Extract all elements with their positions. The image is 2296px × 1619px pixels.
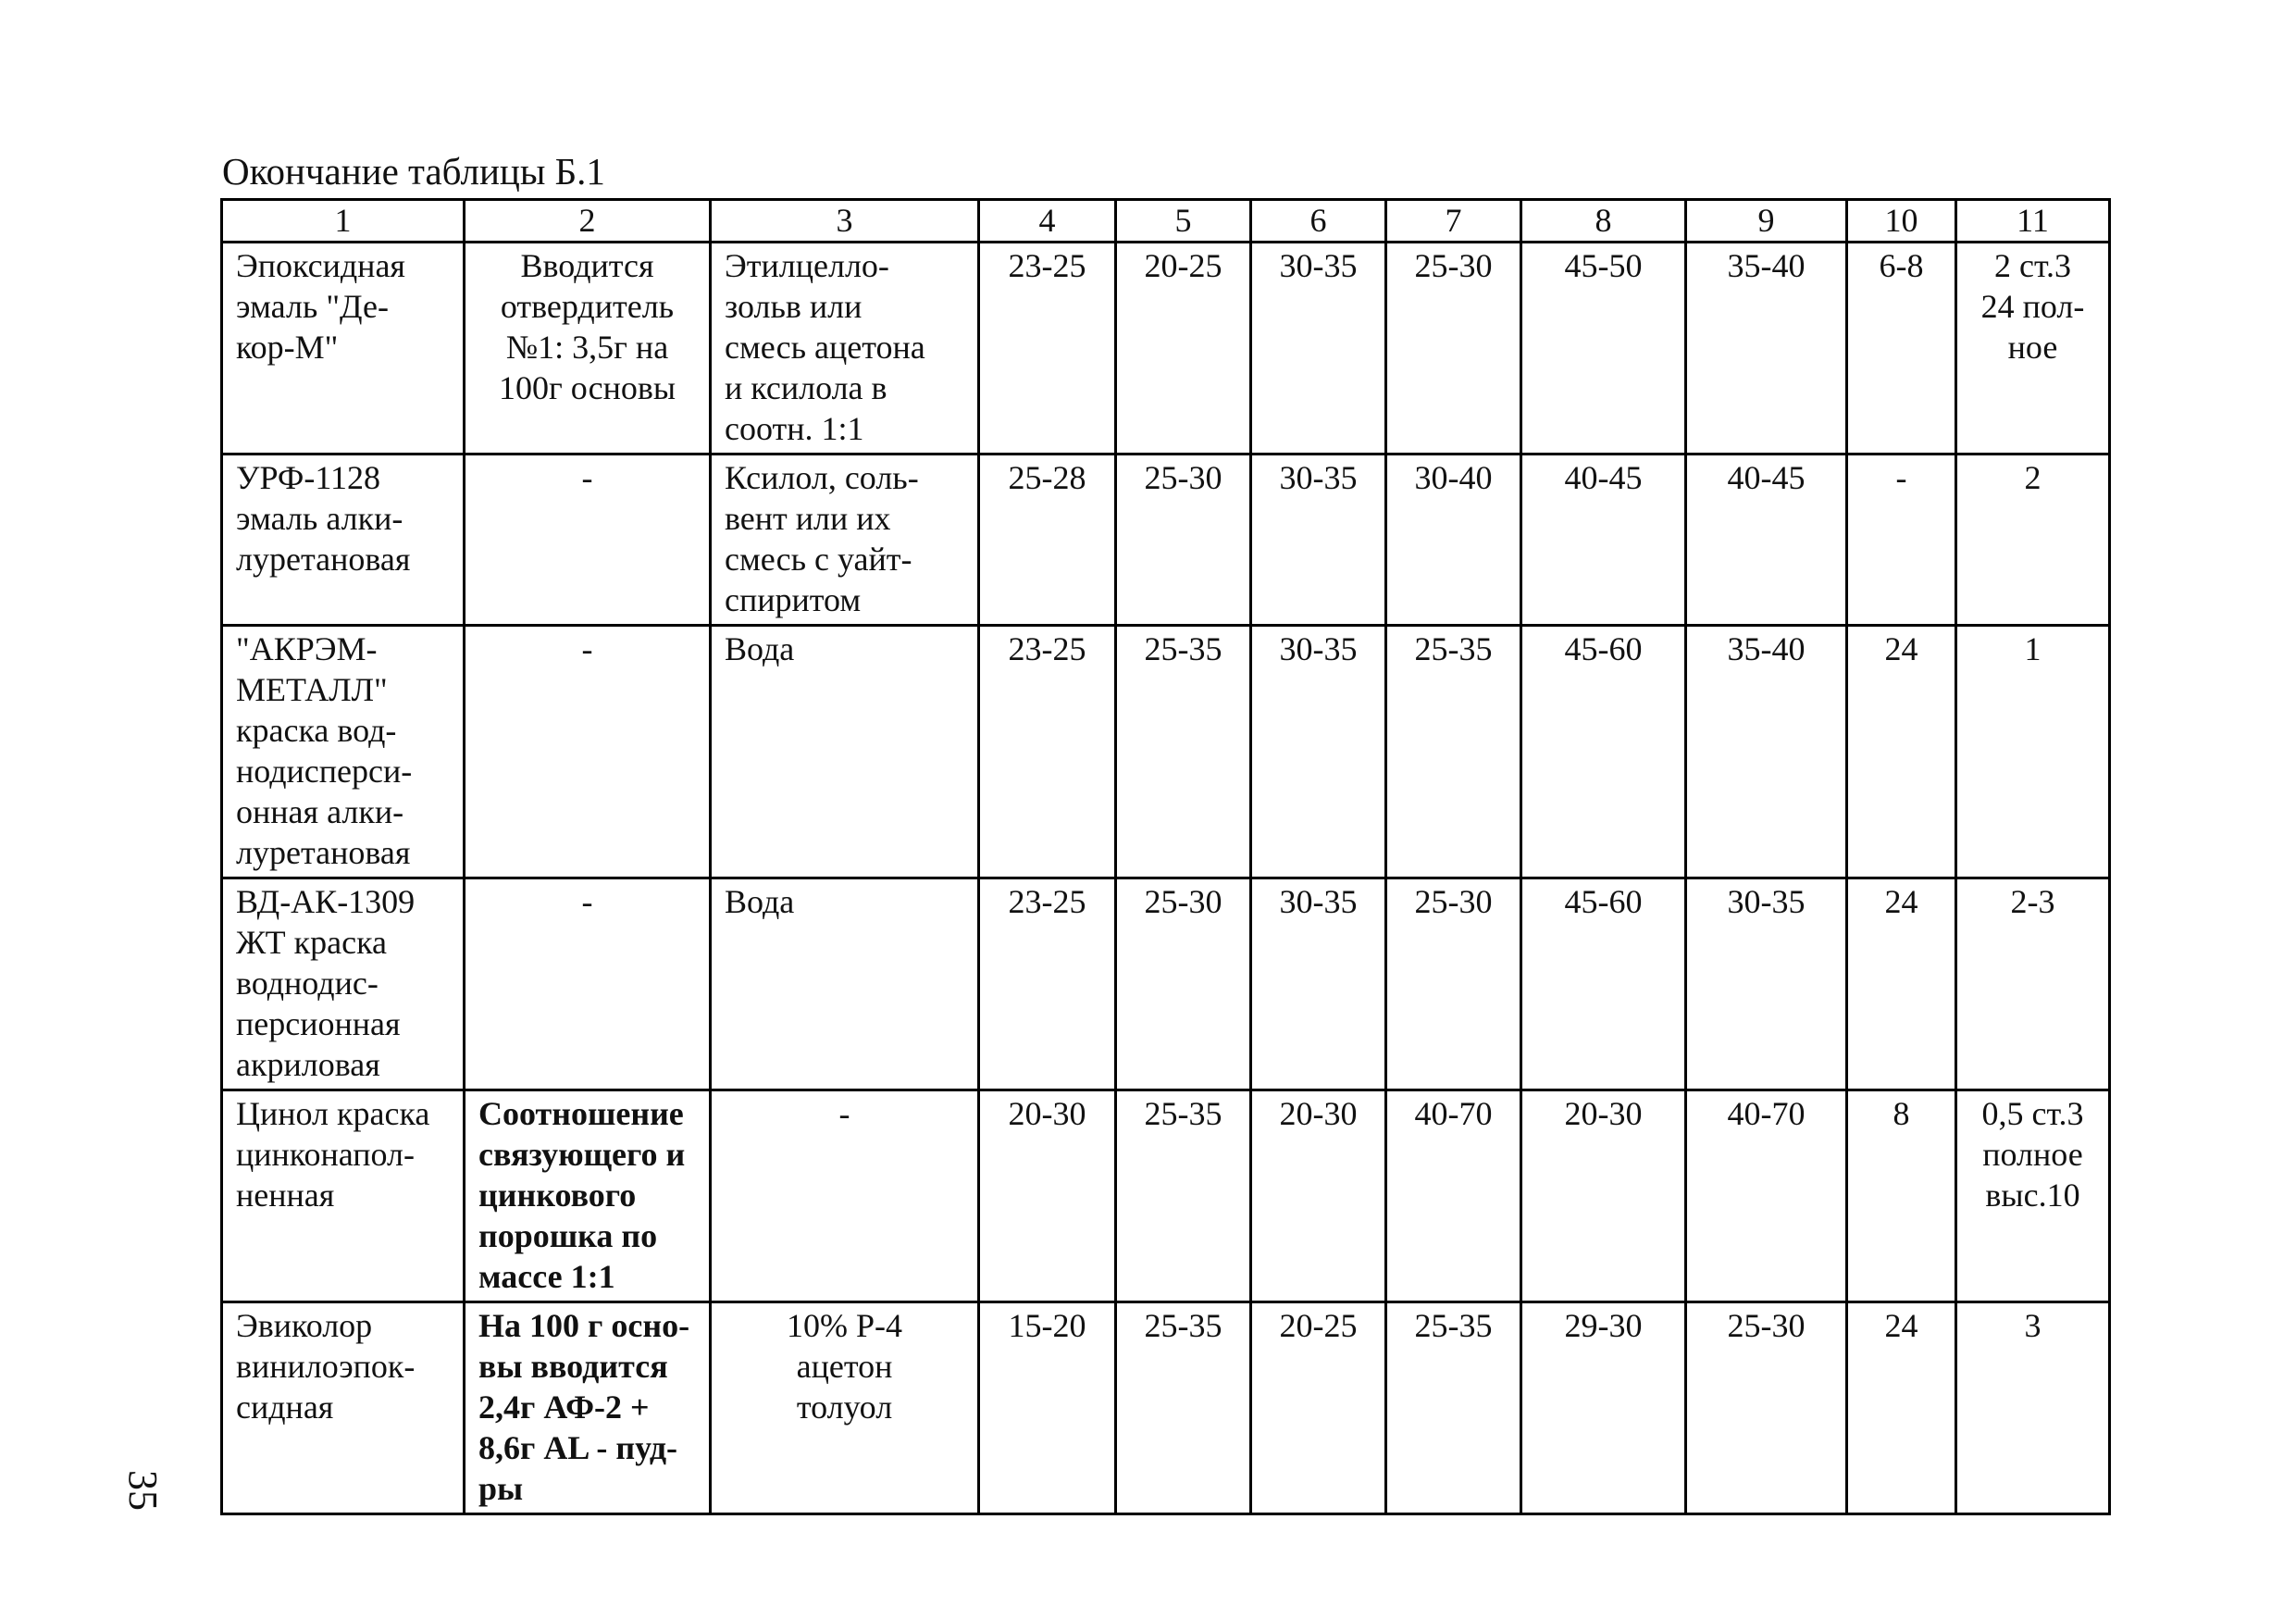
- value-cell: 35-40: [1686, 626, 1847, 878]
- value-cell: 30-40: [1386, 455, 1521, 626]
- value-cell: 30-35: [1251, 455, 1386, 626]
- value-cell: 24: [1847, 1302, 1956, 1514]
- header-cell: 6: [1251, 200, 1386, 243]
- material-name-cell: УРФ-1128 эмаль алки- луретановая: [222, 455, 465, 626]
- header-cell: 3: [711, 200, 979, 243]
- value-cell: 30-35: [1251, 626, 1386, 878]
- value-cell: 2: [1956, 455, 2110, 626]
- value-cell: 23-25: [979, 878, 1116, 1090]
- value-cell: 20-30: [1251, 1090, 1386, 1302]
- table-row: [222, 1090, 2110, 1302]
- value-cell: 25-35: [1116, 1302, 1251, 1514]
- value-cell: 30-35: [1251, 878, 1386, 1090]
- material-name-cell: "АКРЭМ- МЕТАЛЛ" краска вод- нодисперси- онная алки- луретановая: [222, 626, 465, 878]
- value-cell: 15-20: [979, 1302, 1116, 1514]
- value-cell: 25-35: [1386, 1302, 1521, 1514]
- value-cell: 1: [1956, 626, 2110, 878]
- value-cell: 24: [1847, 626, 1956, 878]
- value-cell: 25-35: [1386, 626, 1521, 878]
- header-cell: 5: [1116, 200, 1251, 243]
- value-cell: 30-35: [1251, 243, 1386, 455]
- solvent-cell: -: [711, 1090, 979, 1302]
- header-cell: 4: [979, 200, 1116, 243]
- value-cell: 30-35: [1686, 878, 1847, 1090]
- value-cell: 20-25: [1251, 1302, 1386, 1514]
- value-cell: 40-45: [1521, 455, 1686, 626]
- table-header-row: [222, 200, 2110, 243]
- value-cell: 40-45: [1686, 455, 1847, 626]
- value-cell: 3: [1956, 1302, 2110, 1514]
- value-cell: 20-30: [979, 1090, 1116, 1302]
- solvent-cell: 10% Р-4 ацетон толуол: [711, 1302, 979, 1514]
- value-cell: 25-28: [979, 455, 1116, 626]
- solvent-cell: Вода: [711, 626, 979, 878]
- value-cell: 25-30: [1116, 455, 1251, 626]
- value-cell: -: [1847, 455, 1956, 626]
- value-cell: 0,5 ст.3 полное выс.10: [1956, 1090, 2110, 1302]
- value-cell: 23-25: [979, 243, 1116, 455]
- page-number: 35: [120, 1470, 166, 1511]
- hardener-cell: Вводится отвердитель №1: 3,5г на 100г основы: [465, 243, 711, 455]
- material-name-cell: Эпоксидная эмаль "Де- кор-М": [222, 243, 465, 455]
- header-cell: 10: [1847, 200, 1956, 243]
- header-cell: 8: [1521, 200, 1686, 243]
- value-cell: 23-25: [979, 626, 1116, 878]
- value-cell: 25-30: [1386, 878, 1521, 1090]
- hardener-cell: На 100 г осно- вы вводится 2,4г АФ-2 + 8,6г AL - пуд- ры: [465, 1302, 711, 1514]
- data-table: [220, 198, 2111, 1515]
- table-caption: Окончание таблицы Б.1: [222, 150, 605, 193]
- value-cell: 45-50: [1521, 243, 1686, 455]
- value-cell: 8: [1847, 1090, 1956, 1302]
- value-cell: 25-35: [1116, 1090, 1251, 1302]
- material-name-cell: Эвиколор винилоэпок- сидная: [222, 1302, 465, 1514]
- table-row: [222, 878, 2110, 1090]
- header-cell: 7: [1386, 200, 1521, 243]
- header-cell: 1: [222, 200, 465, 243]
- value-cell: 20-25: [1116, 243, 1251, 455]
- table-row: [222, 243, 2110, 455]
- header-cell: 9: [1686, 200, 1847, 243]
- value-cell: 29-30: [1521, 1302, 1686, 1514]
- table-row: [222, 455, 2110, 626]
- value-cell: 20-30: [1521, 1090, 1686, 1302]
- value-cell: 45-60: [1521, 626, 1686, 878]
- material-name-cell: Цинол краска цинконапол- ненная: [222, 1090, 465, 1302]
- hardener-cell: -: [465, 878, 711, 1090]
- table-row: [222, 626, 2110, 878]
- header-cell: 11: [1956, 200, 2110, 243]
- solvent-cell: Этилцелло- зольв или смесь ацетона и ксилола в соотн. 1:1: [711, 243, 979, 455]
- value-cell: 6-8: [1847, 243, 1956, 455]
- table-row: [222, 1302, 2110, 1514]
- hardener-cell: -: [465, 626, 711, 878]
- value-cell: 40-70: [1686, 1090, 1847, 1302]
- value-cell: 2-3: [1956, 878, 2110, 1090]
- solvent-cell: Ксилол, соль- вент или их смесь с уайт- спиритом: [711, 455, 979, 626]
- value-cell: 25-30: [1116, 878, 1251, 1090]
- value-cell: 25-30: [1386, 243, 1521, 455]
- header-cell: 2: [465, 200, 711, 243]
- material-name-cell: ВД-АК-1309 ЖТ краска воднодис- персионная акриловая: [222, 878, 465, 1090]
- value-cell: 2 ст.3 24 пол- ное: [1956, 243, 2110, 455]
- value-cell: 45-60: [1521, 878, 1686, 1090]
- hardener-cell: -: [465, 455, 711, 626]
- value-cell: 25-30: [1686, 1302, 1847, 1514]
- value-cell: 40-70: [1386, 1090, 1521, 1302]
- value-cell: 35-40: [1686, 243, 1847, 455]
- solvent-cell: Вода: [711, 878, 979, 1090]
- value-cell: 25-35: [1116, 626, 1251, 878]
- hardener-cell: Соотношение связующего и цинкового порошка по массе 1:1: [465, 1090, 711, 1302]
- value-cell: 24: [1847, 878, 1956, 1090]
